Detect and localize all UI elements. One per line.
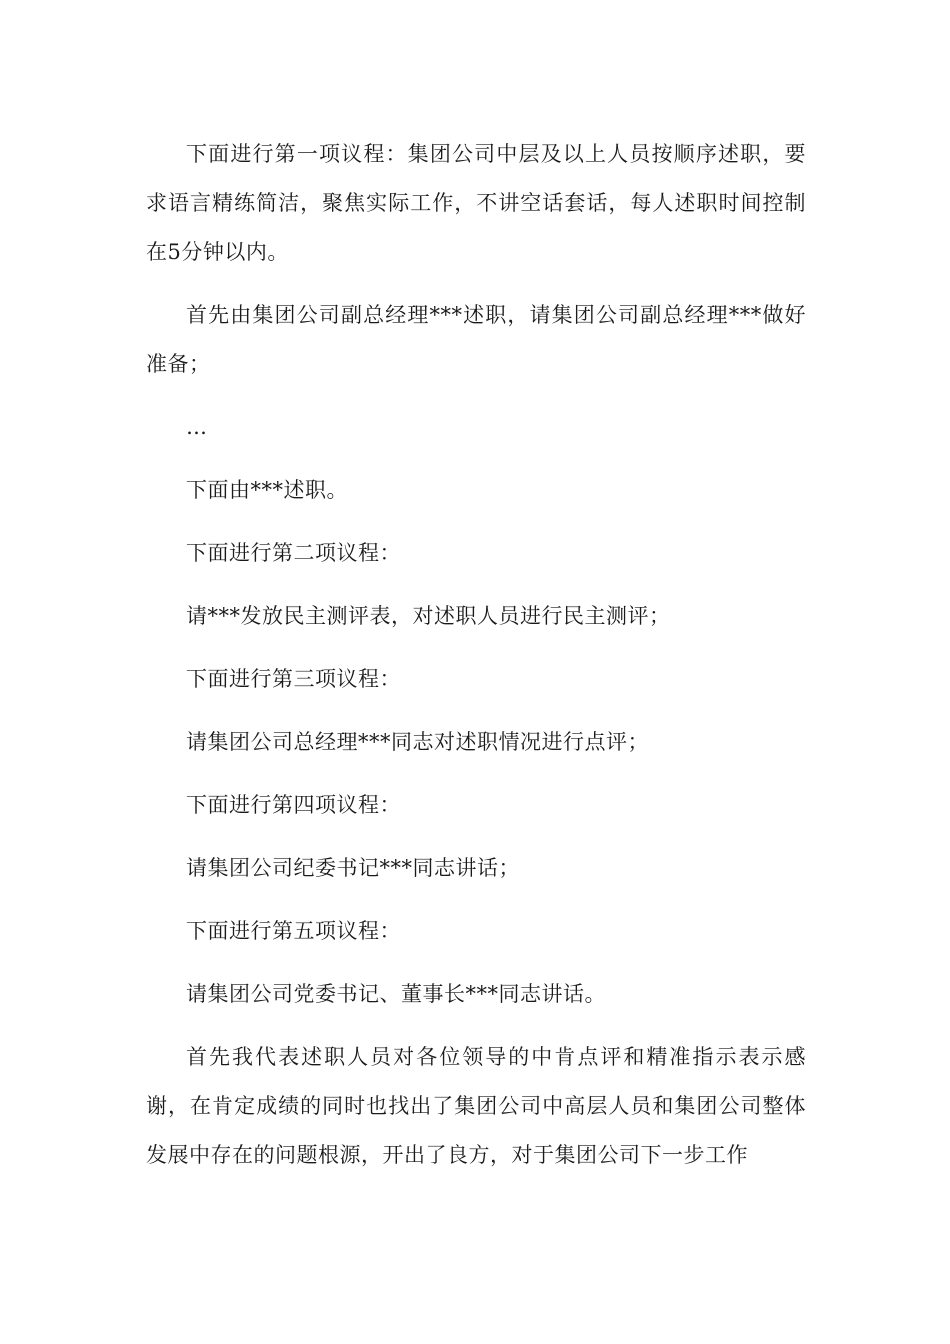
paragraph-general-manager-review: 请集团公司总经理***同志对述职情况进行点评；	[186, 730, 649, 754]
paragraph-first-speaker: 首先由集团公司副总经理***述职，请集团公司副总经理***做好准备；	[146, 303, 806, 376]
paragraph-thanks: 首先我代表述职人员对各位领导的中肯点评和精准指示表示感谢，在肯定成绩的同时也找出了集团公司中高层人员和集团公司整体发展中存在的问题根源，开出了良方，对于集团公司下一步工作	[146, 1045, 806, 1167]
paragraph-agenda-item-4: 下面进行第四项议程：	[186, 793, 401, 817]
paragraph-agenda-item-5: 下面进行第五项议程：	[186, 919, 401, 943]
document-body	[146, 130, 806, 1194]
paragraph-agenda-item-3: 下面进行第三项议程：	[186, 667, 401, 691]
paragraph-next-speaker: 下面由***述职。	[186, 478, 348, 502]
paragraph-chairman-speech: 请集团公司党委书记、董事长***同志讲话。	[186, 982, 606, 1006]
paragraph-agenda-item-1: 下面进行第一项议程：集团公司中层及以上人员按顺序述职，要求语言精练简洁，聚焦实际工作，不讲空话套话，每人述职时间控制在5分钟以内。	[146, 142, 806, 264]
paragraph-discipline-secretary-speech: 请集团公司纪委书记***同志讲话；	[186, 856, 520, 880]
paragraph-evaluation: 请***发放民主测评表，对述职人员进行民主测评；	[186, 604, 671, 628]
paragraph-agenda-item-2: 下面进行第二项议程：	[186, 541, 401, 565]
paragraph-ellipsis: …	[186, 415, 208, 439]
